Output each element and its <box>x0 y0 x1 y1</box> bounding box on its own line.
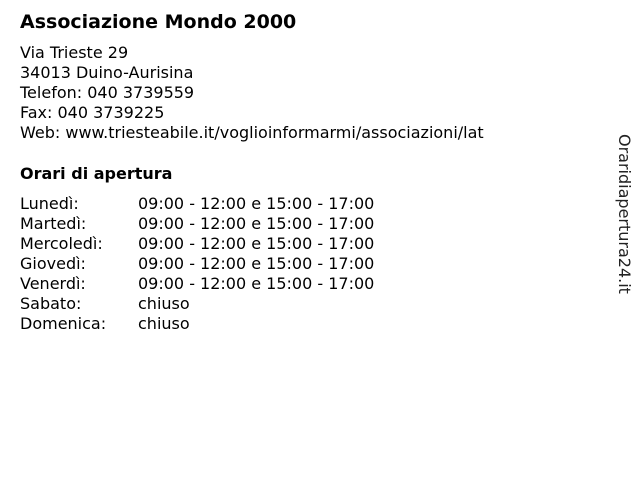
contact-info <box>20 43 484 143</box>
business-name: Associazione Mondo 2000 <box>20 11 297 33</box>
site-watermark: Oraridiapertura24.it <box>615 134 634 294</box>
time-value: 09:00 - 12:00 e 15:00 - 17:00 <box>138 234 375 253</box>
phone-number: Telefon: 040 3739559 <box>20 83 195 102</box>
time-value: 09:00 - 12:00 e 15:00 - 17:00 <box>138 194 375 213</box>
fax-number: Fax: 040 3739225 <box>20 103 165 122</box>
day-label: Giovedì: <box>20 254 86 273</box>
day-label: Sabato: <box>20 294 82 313</box>
day-label: Lunedì: <box>20 194 79 213</box>
website-link[interactable]: Web: www.triesteabile.it/voglioinformarmi/associazioni/lat <box>20 123 484 142</box>
day-label: Martedì: <box>20 214 87 233</box>
time-value: chiuso <box>138 314 190 333</box>
address-city: 34013 Duino-Aurisina <box>20 63 194 82</box>
day-label: Domenica: <box>20 314 107 333</box>
time-value: 09:00 - 12:00 e 15:00 - 17:00 <box>138 274 375 293</box>
time-value: 09:00 - 12:00 e 15:00 - 17:00 <box>138 214 375 233</box>
day-label: Mercoledì: <box>20 234 103 253</box>
time-value: 09:00 - 12:00 e 15:00 - 17:00 <box>138 254 375 273</box>
address-street: Via Trieste 29 <box>20 43 129 62</box>
time-value: chiuso <box>138 294 190 313</box>
day-label: Venerdì: <box>20 274 86 293</box>
opening-hours-heading: Orari di apertura <box>20 164 173 183</box>
